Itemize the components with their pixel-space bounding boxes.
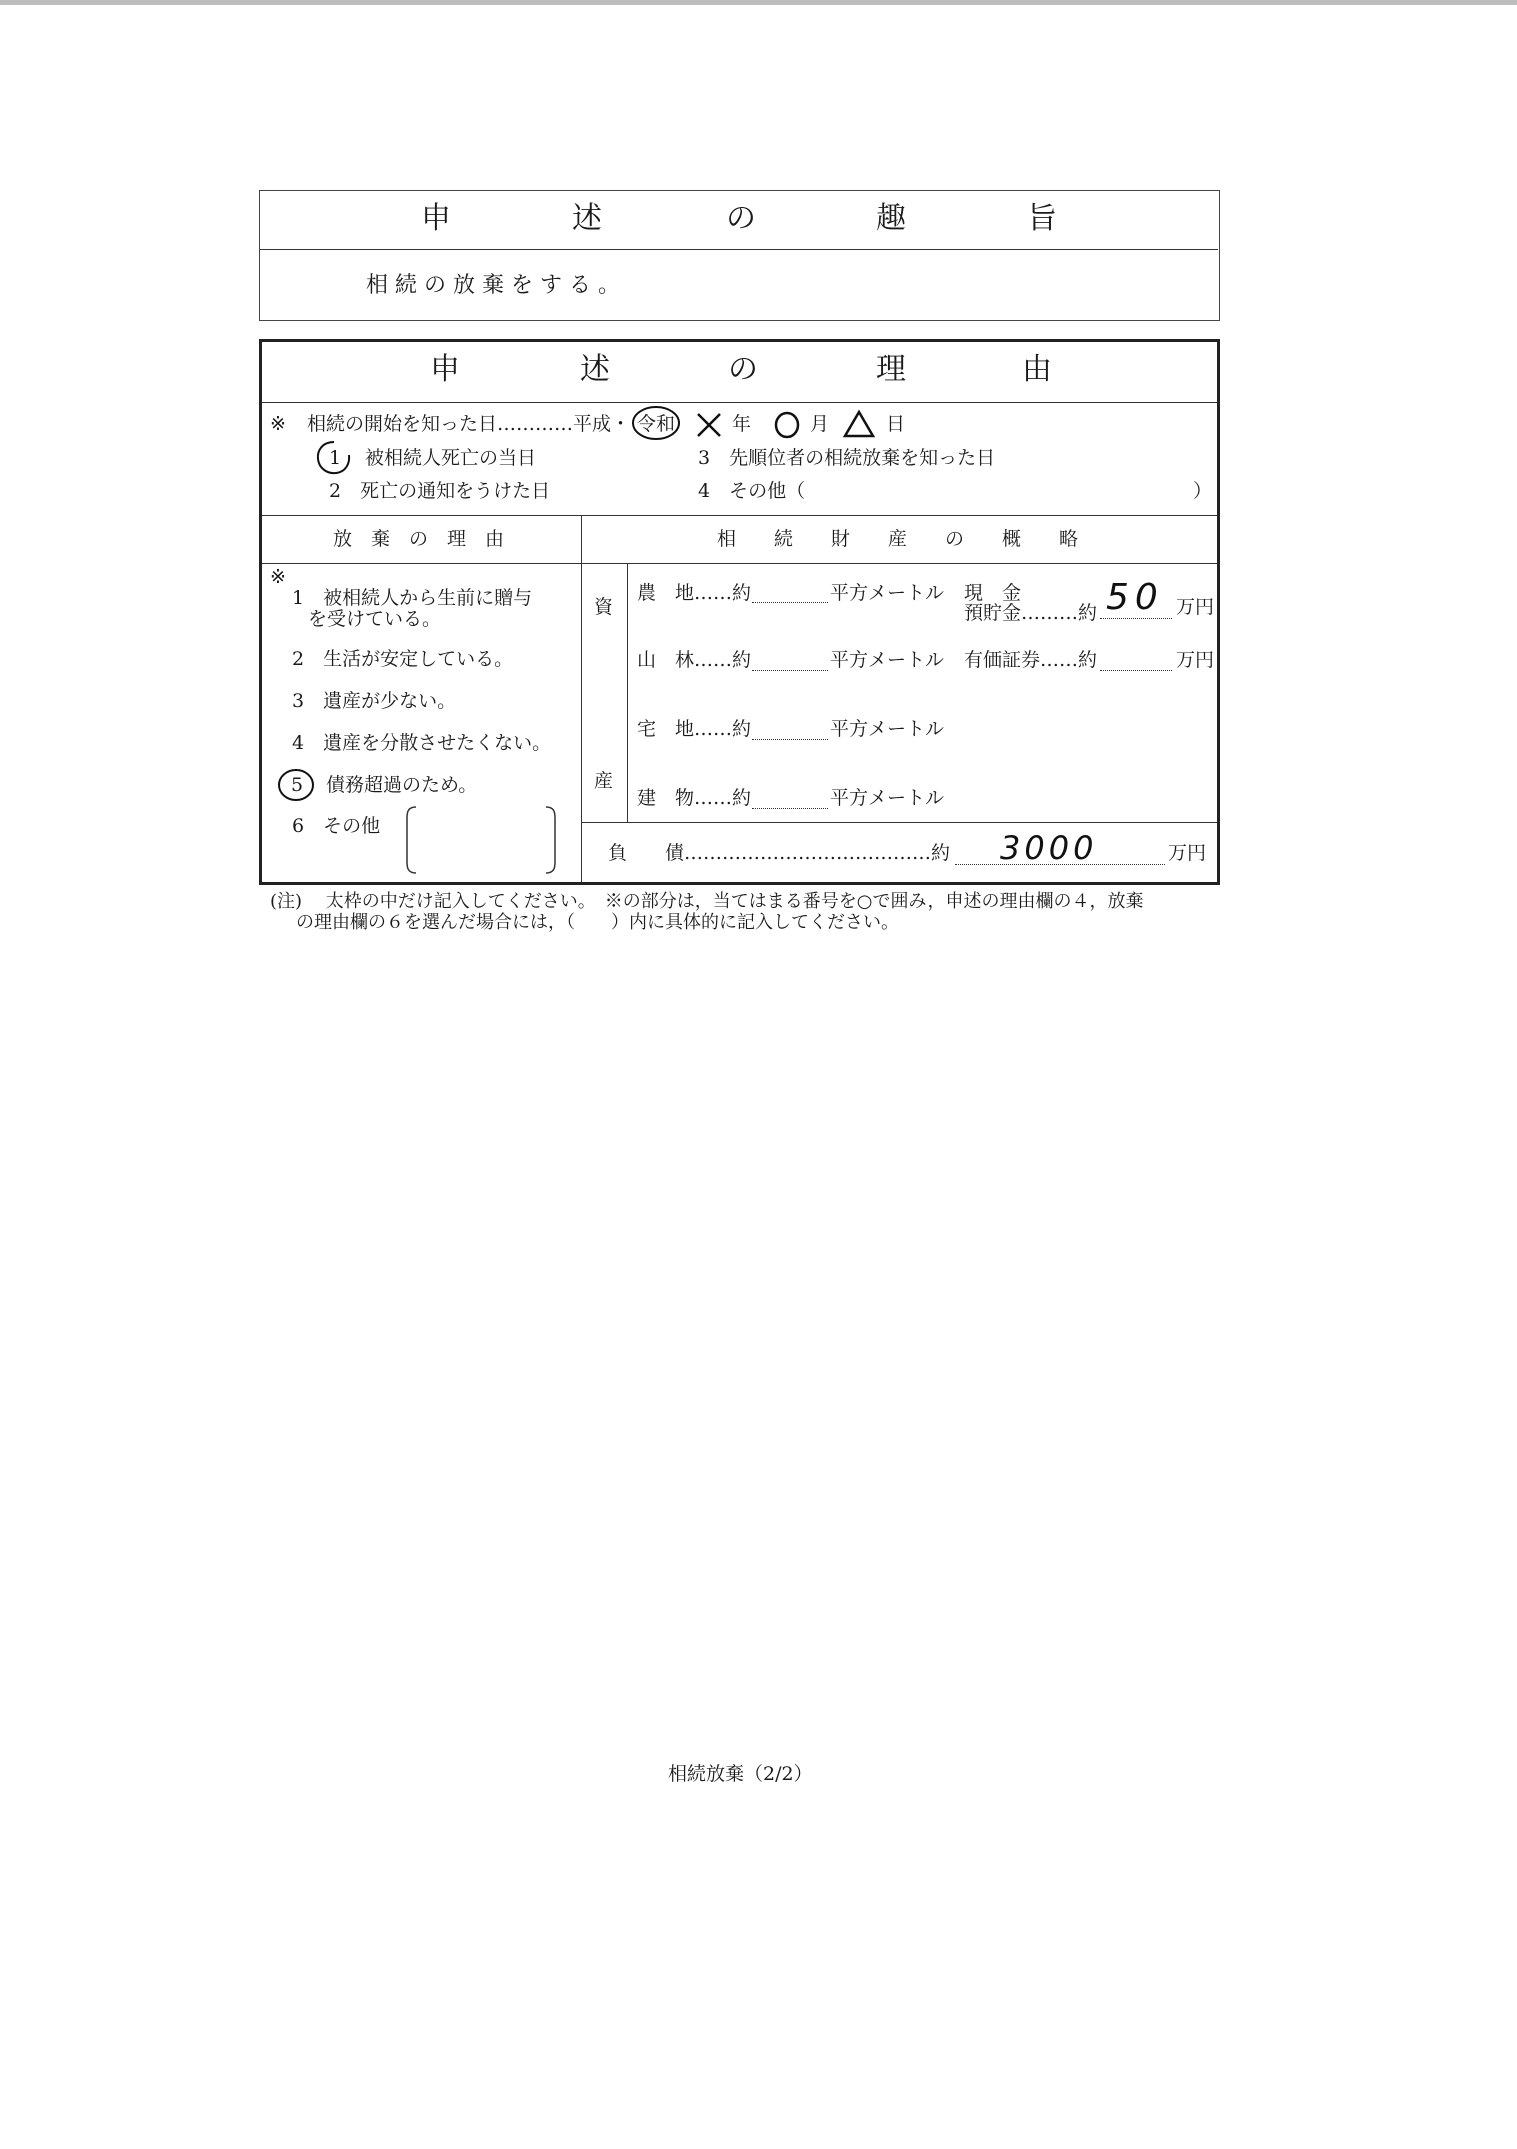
residential-label: 宅 地……約 — [637, 718, 752, 740]
option1-text: 被相続人死亡の当日 — [365, 447, 537, 469]
abandon-item-1-line1: 1 被相続人から生前に贈与 — [292, 587, 533, 609]
purpose-title-char: 述 — [572, 201, 602, 236]
debt-amount: 3000 — [1000, 829, 1098, 867]
abandon-reason-header: 放 棄 の 理 由 — [333, 528, 505, 550]
option2-text: 2 死亡の通知をうけた日 — [329, 480, 551, 502]
estate-header: 相 続 財 産 の 概 略 — [717, 528, 1079, 550]
option1-number: 1 — [329, 447, 342, 469]
reason-mark: ※ — [270, 413, 286, 435]
farmland-label: 農 地……約 — [637, 582, 752, 604]
year-label: 年 — [732, 413, 752, 435]
other-bracket — [404, 804, 558, 876]
year-cross-mark — [695, 411, 723, 439]
abandon-item-1-line2: を受けている。 — [308, 608, 442, 630]
securities-unit: 万円 — [1176, 649, 1215, 671]
forest-unit: 平方メートル — [830, 649, 945, 671]
assets-label-bottom: 産 — [594, 770, 614, 792]
cash-label-line2: 預貯金………約 — [964, 602, 1098, 624]
reason-title-char: 申 — [430, 352, 460, 387]
cash-label-line1: 現 金 — [964, 582, 1022, 604]
residential-unit: 平方メートル — [830, 718, 945, 740]
purpose-title-char: の — [726, 201, 756, 236]
reason-title-char: 理 — [876, 352, 906, 387]
option4-text: 4 その他（ — [698, 480, 806, 502]
day-triangle-mark — [842, 409, 876, 439]
note-line2: の理由欄の６を選んだ場合には，（ ）内に具体的に記入してください。 — [296, 912, 899, 933]
abandon-mark: ※ — [270, 566, 286, 588]
reason-title-char: 述 — [580, 352, 610, 387]
building-label: 建 物……約 — [637, 787, 752, 809]
month-circle-mark — [772, 410, 802, 440]
abandon-item-2: 2 生活が安定している。 — [292, 648, 514, 670]
purpose-title-char: 申 — [421, 201, 451, 236]
purpose-text: 相 続 の 放 棄 を す る 。 — [366, 273, 620, 298]
reason-title-char: 由 — [1022, 352, 1052, 387]
abandon-item-4: 4 遺産を分散させたくない。 — [292, 732, 552, 754]
known-date-label: 相続の開始を知った日…………平成・ — [307, 413, 631, 435]
assets-label-top: 資 — [594, 596, 614, 618]
securities-label: 有価証券……約 — [964, 649, 1098, 671]
farmland-unit: 平方メートル — [830, 582, 945, 604]
forest-label: 山 林……約 — [637, 649, 752, 671]
cash-amount: 50 — [1106, 577, 1164, 618]
page-footer: 相続放棄（2/2） — [668, 1763, 813, 1785]
debt-unit: 万円 — [1168, 842, 1207, 864]
abandon-item-3: 3 遺産が少ない。 — [292, 690, 457, 712]
month-label: 月 — [810, 413, 830, 435]
option3-text: 3 先順位者の相続放棄を知った日 — [698, 447, 996, 469]
era-reiwa: 令和 — [637, 413, 676, 435]
reason-title-char: の — [728, 352, 758, 387]
abandon-item-5-text: 債務超過のため。 — [326, 774, 478, 796]
building-unit: 平方メートル — [830, 787, 945, 809]
purpose-title-char: 趣 — [876, 201, 906, 236]
note-line1: (注) 太枠の中だけ記入してください。 ※の部分は，当てはまる番号を○で囲み，申述の理由欄の４，放棄 — [270, 891, 1144, 912]
abandon-item-5-number: 5 — [291, 774, 304, 796]
era-circle-mark — [630, 404, 682, 442]
abandon-item-6: 6 その他 — [292, 815, 381, 837]
option4-close: ） — [1193, 480, 1213, 502]
cash-unit: 万円 — [1176, 596, 1215, 618]
debt-label: 負 債…………………………………約 — [608, 842, 951, 864]
purpose-title-char: 旨 — [1027, 201, 1057, 236]
day-label: 日 — [886, 413, 906, 435]
scan-top-edge — [0, 0, 1517, 5]
